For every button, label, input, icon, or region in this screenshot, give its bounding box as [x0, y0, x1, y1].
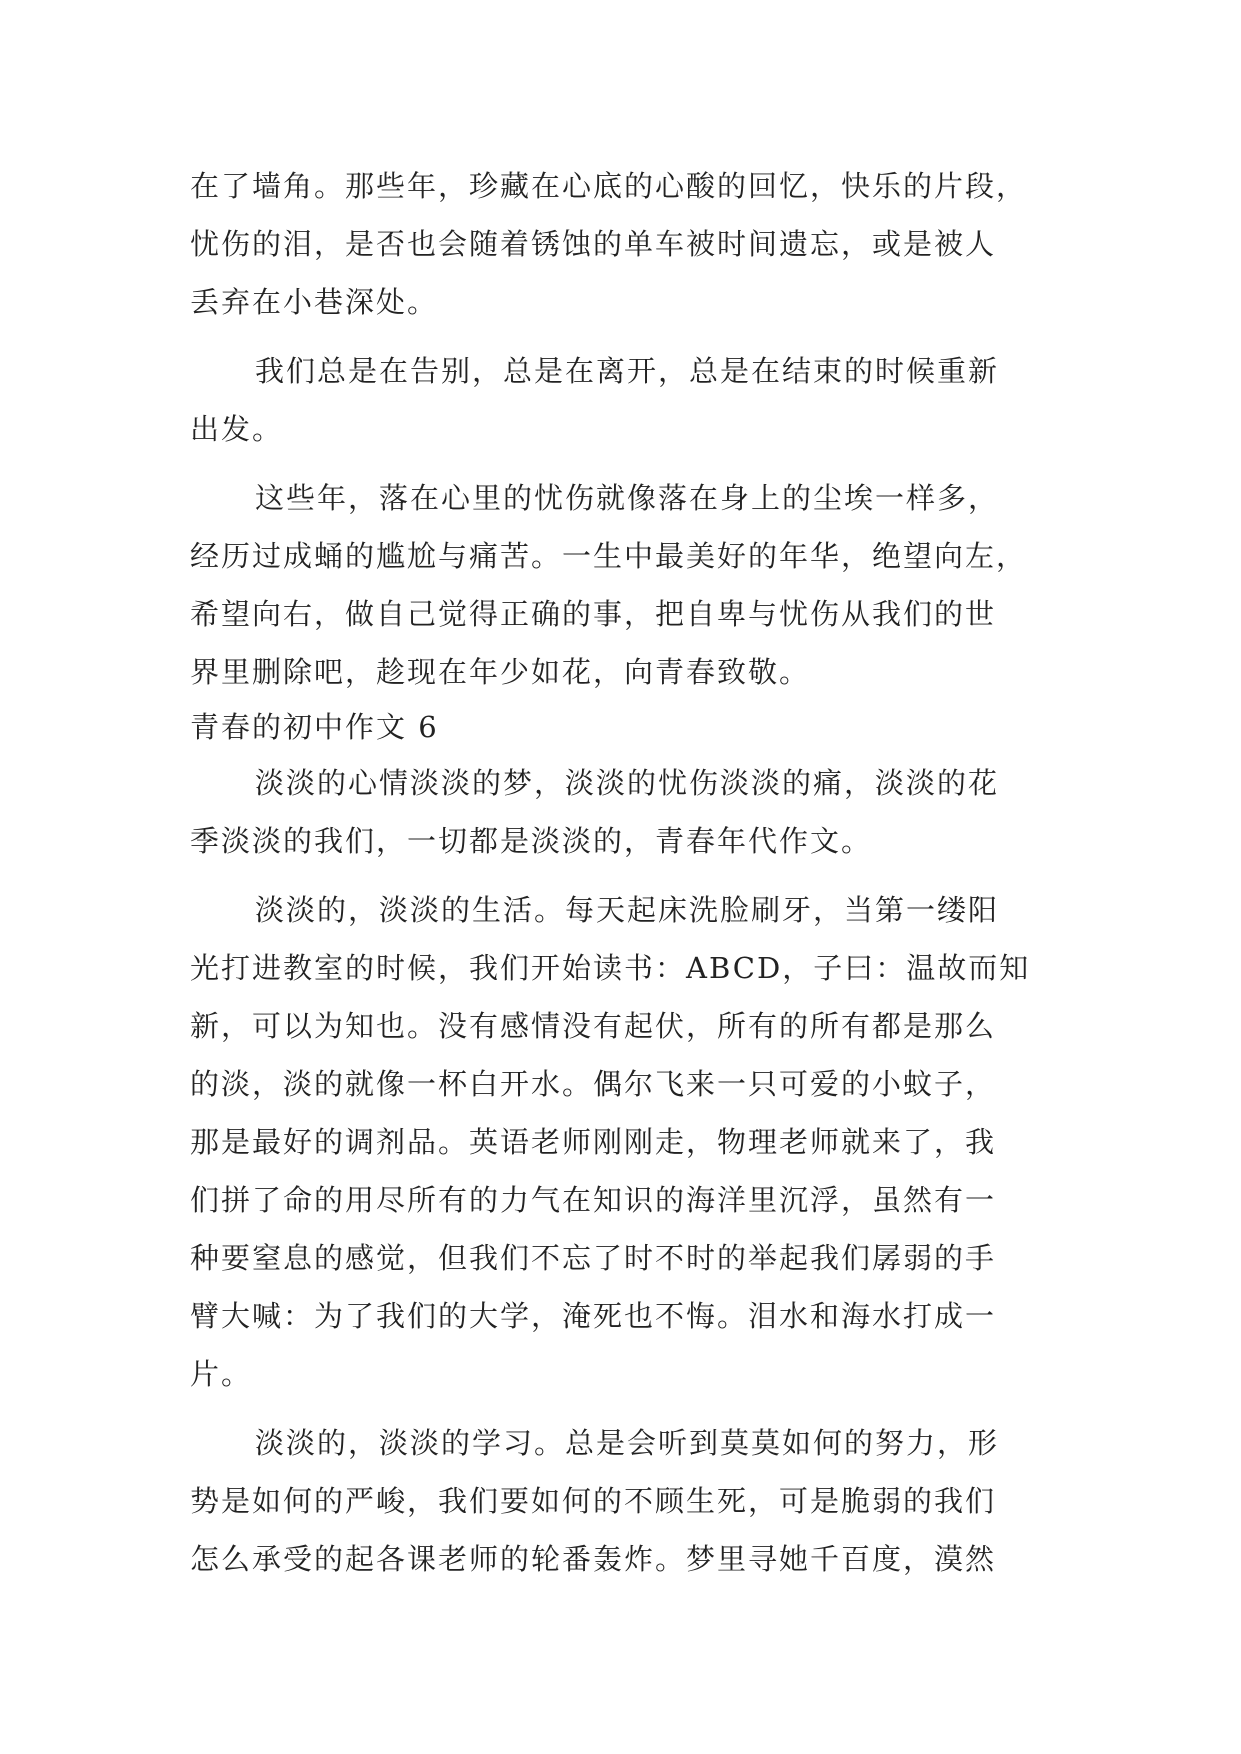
- text-line: 这些年，落在心里的忧伤就像落在身上的尘埃一样多，: [255, 481, 1000, 515]
- text-line: 出发。: [190, 412, 284, 446]
- text-line: 种要窒息的感觉，但我们不忘了时不时的举起我们孱弱的手: [190, 1241, 997, 1275]
- text-line: 淡淡的心情淡淡的梦，淡淡的忧伤淡淡的痛，淡淡的花: [255, 766, 1000, 800]
- text-line: 经历过成蛹的尴尬与痛苦。一生中最美好的年华，绝望向左，: [190, 539, 1028, 573]
- text-line: 片。: [190, 1357, 253, 1391]
- paragraph: [190, 469, 1070, 701]
- text-line: 丢弃在小巷深处。: [190, 285, 439, 319]
- text-line: 在了墙角。那些年，珍藏在心底的心酸的回忆，快乐的片段，: [190, 169, 1028, 203]
- text-line: 季淡淡的我们，一切都是淡淡的，青春年代作文。: [190, 824, 873, 858]
- text-line: 那是最好的调剂品。英语老师刚刚走，物理老师就来了，我: [190, 1125, 997, 1159]
- text-line: 希望向右，做自己觉得正确的事，把自卑与忧伤从我们的世: [190, 597, 997, 631]
- paragraph: [190, 342, 1070, 458]
- text-line: 淡淡的，淡淡的生活。每天起床洗脸刷牙，当第一缕阳: [255, 893, 1000, 927]
- paragraph: [190, 881, 1070, 1403]
- text-line: 势是如何的严峻，我们要如何的不顾生死，可是脆弱的我们: [190, 1484, 997, 1518]
- text-line: 淡淡的，淡淡的学习。总是会听到莫莫如何的努力，形: [255, 1426, 1000, 1460]
- text-line: 我们总是在告别，总是在离开，总是在结束的时候重新: [255, 354, 1000, 388]
- text-line: 怎么承受的起各课老师的轮番轰炸。梦里寻她千百度，漠然: [190, 1542, 997, 1576]
- text-line: 们拼了命的用尽所有的力气在知识的海洋里沉浮，虽然有一: [190, 1183, 997, 1217]
- paragraph: [190, 754, 1070, 870]
- text-line: 忧伤的泪，是否也会随着锈蚀的单车被时间遗忘，或是被人: [190, 227, 997, 261]
- text-line: 臂大喊：为了我们的大学，淹死也不悔。泪水和海水打成一: [190, 1299, 997, 1333]
- text-line: 光打进教室的时候，我们开始读书：ABCD，子曰：温故而知: [190, 951, 1031, 985]
- text-line: 界里删除吧，趁现在年少如花，向青春致敬。: [190, 655, 811, 689]
- paragraph: [190, 1414, 1070, 1588]
- section-heading: 青春的初中作文 6: [190, 710, 439, 744]
- text-line: 新，可以为知也。没有感情没有起伏，所有的所有都是那么: [190, 1009, 997, 1043]
- text-line: 的淡，淡的就像一杯白开水。偶尔飞来一只可爱的小蚊子，: [190, 1067, 997, 1101]
- document-body: [190, 157, 1070, 1588]
- paragraph: [190, 157, 1070, 331]
